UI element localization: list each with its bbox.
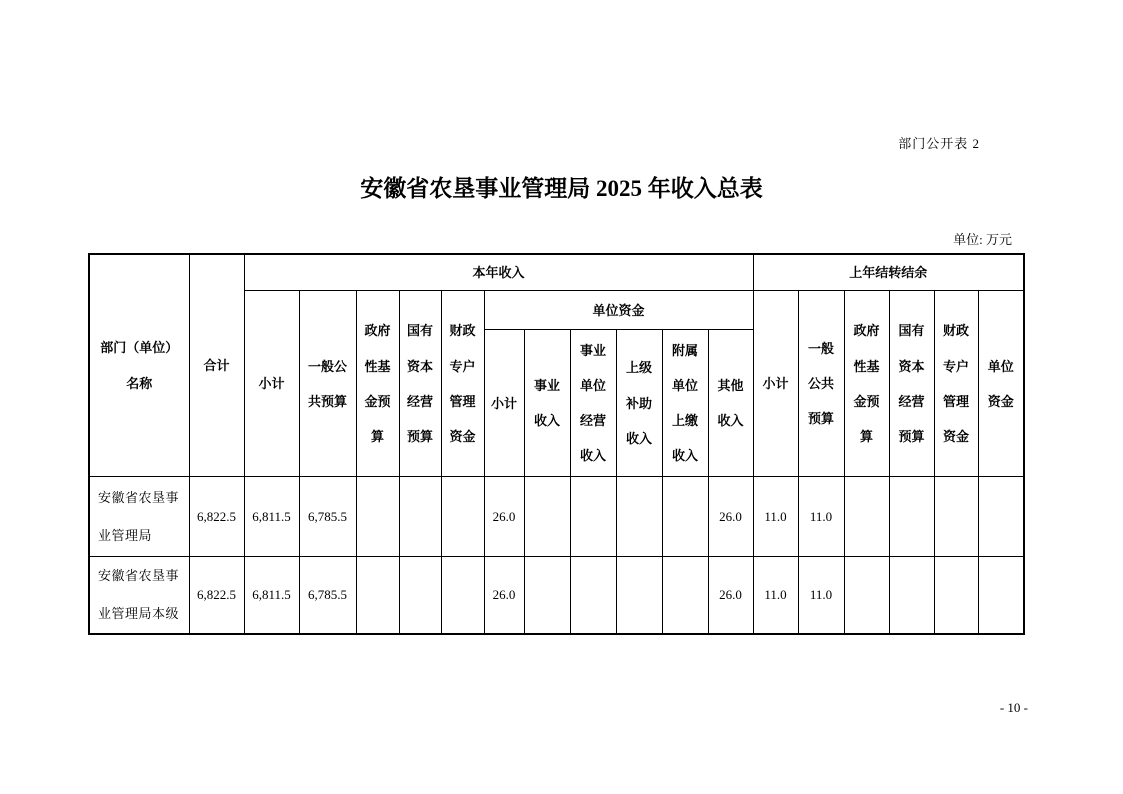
value-cell-co-govt-fund bbox=[844, 557, 889, 634]
value-cell-cy-general-budget: 6,785.5 bbox=[299, 557, 356, 634]
header-co-unit-funds: 单位资金 bbox=[978, 291, 1024, 477]
corner-label: 部门公开表 2 bbox=[898, 136, 980, 151]
header-uf-other-income: 其他收入 bbox=[708, 330, 753, 477]
value-cell-cy-general-budget: 6,785.5 bbox=[299, 477, 356, 557]
value-cell-co-state-capital bbox=[889, 557, 934, 634]
table-row bbox=[89, 477, 1024, 557]
income-summary-table bbox=[88, 253, 1025, 635]
value-cell-cy-govt-fund bbox=[356, 477, 399, 557]
header-cy-fiscal-account-funds: 财政专户管理资金 bbox=[441, 291, 484, 477]
value-cell-co-govt-fund bbox=[844, 477, 889, 557]
header-uf-operating-income: 事业单位经营收入 bbox=[570, 330, 616, 477]
value-cell-uf-superior-subsidy bbox=[616, 477, 662, 557]
header-co-govt-fund-budget: 政府性基金预算 bbox=[844, 291, 889, 477]
value-cell-uf-operating-income bbox=[570, 557, 616, 634]
header-total: 合计 bbox=[189, 254, 244, 477]
header-co-state-capital-budget: 国有资本经营预算 bbox=[889, 291, 934, 477]
value-cell-total: 6,822.5 bbox=[189, 557, 244, 634]
header-uf-superior-subsidy-income: 上级补助收入 bbox=[616, 330, 662, 477]
header-uf-affiliated-remittance-income: 附属单位上缴收入 bbox=[662, 330, 708, 477]
value-cell-cy-fiscal-account bbox=[441, 477, 484, 557]
header-uf-subtotal: 小计 bbox=[484, 330, 524, 477]
value-cell-co-unit-funds bbox=[978, 557, 1024, 634]
page-number: - 10 - bbox=[999, 700, 1028, 715]
page-title: 安徽省农垦事业管理局 2025 年收入总表 bbox=[360, 176, 763, 201]
value-cell-uf-other-income: 26.0 bbox=[708, 477, 753, 557]
value-cell-uf-subtotal: 26.0 bbox=[484, 477, 524, 557]
value-cell-co-fiscal-account bbox=[934, 477, 978, 557]
value-cell-co-unit-funds bbox=[978, 477, 1024, 557]
value-cell-uf-affiliated-remittance bbox=[662, 557, 708, 634]
header-carryover: 上年结转结余 bbox=[753, 254, 1024, 291]
table-row bbox=[89, 557, 1024, 634]
value-cell-cy-govt-fund bbox=[356, 557, 399, 634]
value-cell-cy-subtotal: 6,811.5 bbox=[244, 557, 299, 634]
header-cy-govt-fund-budget: 政府性基金预算 bbox=[356, 291, 399, 477]
value-cell-total: 6,822.5 bbox=[189, 477, 244, 557]
value-cell-co-subtotal: 11.0 bbox=[753, 477, 798, 557]
header-unit-funds: 单位资金 bbox=[484, 291, 753, 330]
value-cell-uf-superior-subsidy bbox=[616, 557, 662, 634]
header-cy-general-budget: 一般公共预算 bbox=[299, 291, 356, 477]
unit-note: 单位: 万元 bbox=[953, 232, 1012, 247]
value-cell-co-fiscal-account bbox=[934, 557, 978, 634]
header-dept-name: 部门（单位）名称 bbox=[89, 254, 189, 477]
header-co-subtotal: 小计 bbox=[753, 291, 798, 477]
value-cell-uf-business-income bbox=[524, 477, 570, 557]
value-cell-co-state-capital bbox=[889, 477, 934, 557]
header-cy-state-capital-budget: 国有资本经营预算 bbox=[399, 291, 441, 477]
header-uf-business-income: 事业收入 bbox=[524, 330, 570, 477]
value-cell-co-general-budget: 11.0 bbox=[798, 477, 844, 557]
value-cell-uf-other-income: 26.0 bbox=[708, 557, 753, 634]
value-cell-cy-state-capital bbox=[399, 557, 441, 634]
dept-name-cell: 安徽省农垦事业管理局本级 bbox=[89, 557, 189, 634]
value-cell-cy-fiscal-account bbox=[441, 557, 484, 634]
value-cell-uf-business-income bbox=[524, 557, 570, 634]
value-cell-co-subtotal: 11.0 bbox=[753, 557, 798, 634]
value-cell-uf-subtotal: 26.0 bbox=[484, 557, 524, 634]
dept-name-cell: 安徽省农垦事业管理局 bbox=[89, 477, 189, 557]
value-cell-cy-state-capital bbox=[399, 477, 441, 557]
header-co-fiscal-account-funds: 财政专户管理资金 bbox=[934, 291, 978, 477]
header-cy-subtotal: 小计 bbox=[244, 291, 299, 477]
value-cell-uf-operating-income bbox=[570, 477, 616, 557]
value-cell-cy-subtotal: 6,811.5 bbox=[244, 477, 299, 557]
value-cell-co-general-budget: 11.0 bbox=[798, 557, 844, 634]
value-cell-uf-affiliated-remittance bbox=[662, 477, 708, 557]
header-current-year: 本年收入 bbox=[244, 254, 753, 291]
header-co-general-budget: 一般公共预算 bbox=[798, 291, 844, 477]
header-row-1 bbox=[89, 254, 1024, 291]
